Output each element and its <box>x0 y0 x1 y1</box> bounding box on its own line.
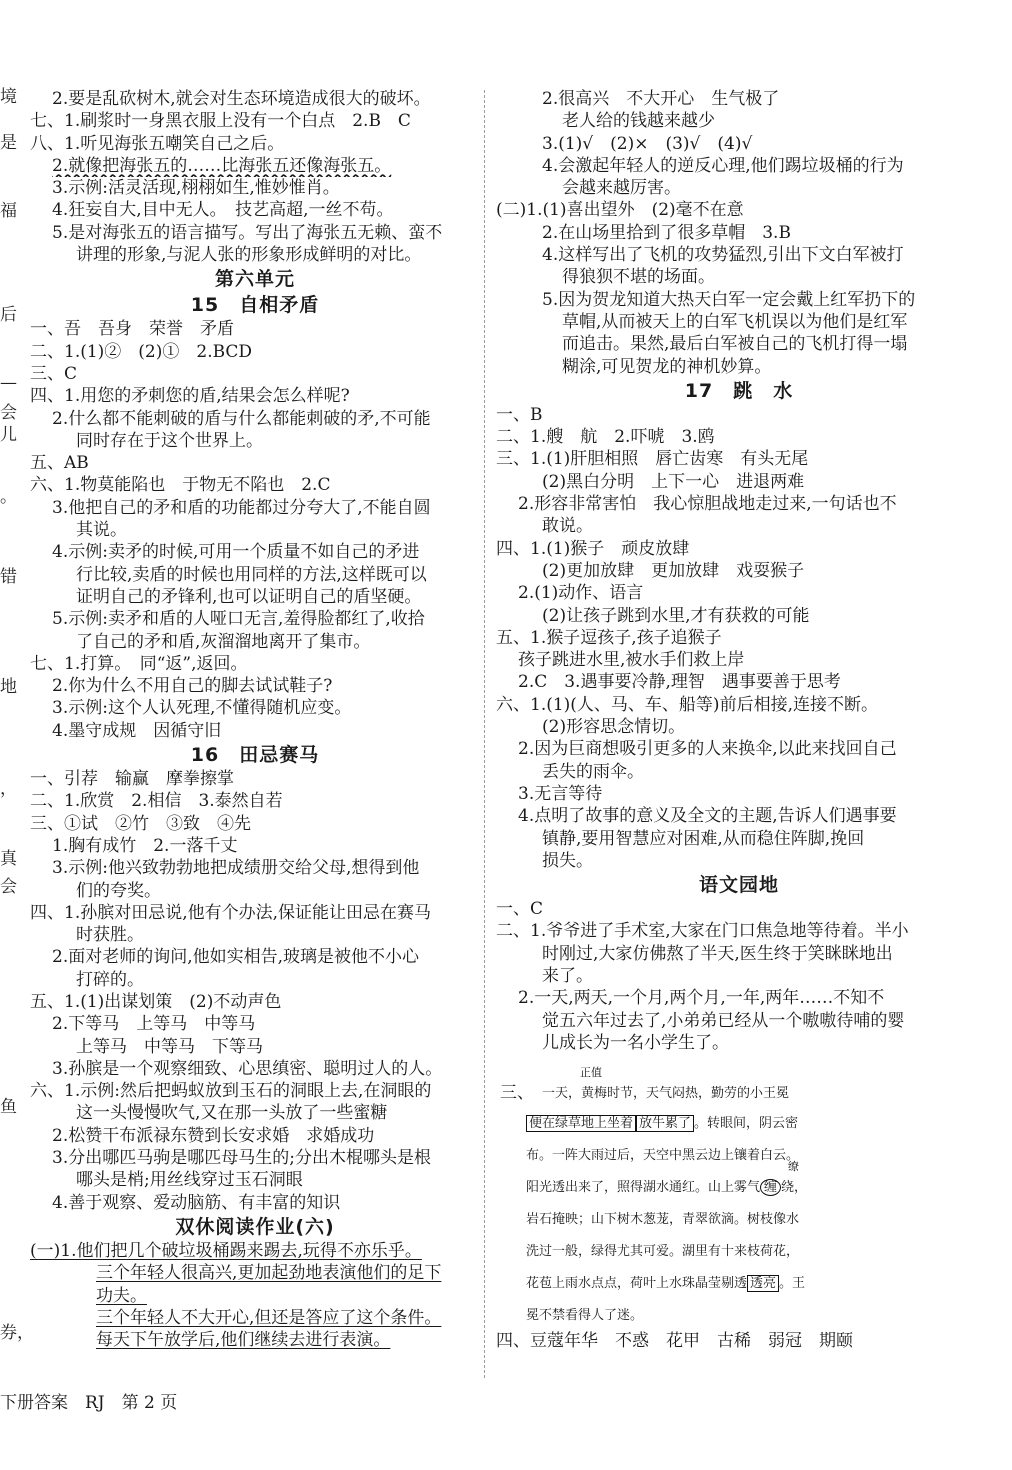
answer-line: 2.C 3.遇事要冷静,理智 遇事要善于思考 <box>518 672 841 693</box>
boxed-phrase-3: 透亮 <box>747 1275 779 1292</box>
answer-line: 时刚过,大家仿佛熬了半天,医生终于笑眯眯地出 <box>542 943 893 964</box>
answer-line: 4.墨守成规 因循守旧 <box>52 720 222 741</box>
answer-line: 儿成长为一名小学生了。 <box>542 1032 729 1053</box>
answer-line: 六、1.物莫能陷也 于物无不陷也 2.C <box>30 475 331 496</box>
correction-line-5: 岩石掩映；山下树木葱茏，青翠欲滴。树枝像水 <box>526 1212 800 1228</box>
answer-line: 上等马 中等马 下等马 <box>76 1036 263 1057</box>
answer-line: 这一头慢慢吹气,又在那一头放了一些蜜糖 <box>76 1103 388 1124</box>
correction-line-1: 一天，黄梅时节，天气闷热，勤劳的小王冕 <box>542 1086 790 1102</box>
boxed-phrase-2: 放牛累了 <box>636 1115 694 1132</box>
right-column <box>496 88 982 1352</box>
answer-line: 2.很高兴 不大开心 生气极了 <box>542 89 780 109</box>
correction-line-7-a: 花苞上雨水点点，荷叶上水珠晶莹剔透 <box>526 1276 748 1292</box>
answer-line: 们的夸奖。 <box>76 880 161 901</box>
answer-line: 五、1.(1)出谋划策 (2)不动声色 <box>30 991 282 1012</box>
answer-line: 2.因为巨商想吸引更多的人来换伞,以此来找回自己 <box>518 739 897 760</box>
correction-line-2-rest: 。转眼间，阴云密 <box>694 1116 799 1132</box>
answer-line: (2)更加放肆 更加放肆 戏耍猴子 <box>542 560 805 581</box>
page-footer: 下册答案 RJ 第 2 页 <box>0 1393 178 1413</box>
answer-line: 3.无言等待 <box>518 783 603 804</box>
left-column <box>30 88 480 1351</box>
answer-line: 六、1.示例:然后把蚂蚁放到玉石的洞眼上去,在洞眼的 <box>30 1081 432 1102</box>
answer-line: 3.他把自己的矛和盾的功能都过分夸大了,不能自圆 <box>52 497 431 518</box>
answer-line: (2)黑白分明 上下一心 进退两难 <box>542 471 805 492</box>
correction-exercise <box>496 1064 982 1326</box>
answer-line: 会越来越厉害。 <box>562 178 681 199</box>
answer-line: 讲理的形象,与泥人张的形象形成鲜明的对比。 <box>76 245 422 266</box>
answer-line: 镇静,要用智慧应对困难,从而稳住阵脚,挽回 <box>542 828 865 849</box>
insert-mark-top: 正值 <box>580 1066 602 1080</box>
correction-line-7 <box>526 1272 805 1291</box>
edge-character: 错 <box>0 567 17 587</box>
answer-line: 觉五六年过去了,小弟弟已经从一个嗷嗷待哺的婴 <box>542 1010 905 1031</box>
answer-line: 而追击。果然,最后白军被自己的飞机打得一塌 <box>562 334 908 355</box>
answer-line: 2.松赞干布派禄东赞到长安求婚 求婚成功 <box>52 1125 375 1146</box>
answer-line: 时获胜。 <box>76 925 144 946</box>
answer-line: 二、1.(1)② (2)① 2.BCD <box>30 341 253 362</box>
answer-line: 八、1.听见海张五嘲笑自己之后。 <box>30 133 285 154</box>
answer-line: 其说。 <box>76 520 127 541</box>
edge-character: 儿 <box>0 425 17 445</box>
answer-line: 3.分出哪匹马驹是哪匹母马生的;分出木棍哪头是根 <box>52 1148 431 1169</box>
answer-line: 行比较,卖盾的时候也用同样的方法,这样既可以 <box>76 564 427 585</box>
answer-line: 丢失的雨伞。 <box>542 761 644 782</box>
edge-character: 会 <box>0 403 17 423</box>
answer-line: 五、AB <box>30 453 89 474</box>
answer-line: 二、1.爷爷进了手术室,大家在门口焦急地等待着。半小 <box>496 921 909 942</box>
edge-character: 是 <box>0 133 17 153</box>
answer-line: 一、B <box>496 404 543 425</box>
edge-character: — <box>0 373 17 393</box>
answer-line: 一、吾 吾身 荣誉 矛盾 <box>30 319 234 340</box>
answer-line: 3.(1)√ (2)× (3)√ (4)√ <box>542 133 753 154</box>
answer-line: 1.胸有成竹 2.一落千丈 <box>52 835 238 856</box>
section-heading: 语文园地 <box>698 874 779 897</box>
edge-character: 真 <box>0 849 17 869</box>
answer-line: 2.在山场里拾到了很多草帽 3.B <box>542 222 791 243</box>
answer-line: 2.下等马 上等马 中等马 <box>52 1014 256 1035</box>
answer-line: 2.面对老师的询问,他如实相告,玻璃是被他不小心 <box>52 947 420 968</box>
answer-line: 三、1.(1)肝胆相照 唇亡齿寒 有头无尾 <box>496 449 809 470</box>
answer-line: 2.一天,两天,一个月,两个月,一年,两年……不知不 <box>518 988 885 1009</box>
answer-line: 功夫。 <box>96 1285 147 1306</box>
answer-line: (2)让孩子跳到水里,才有获救的可能 <box>542 605 810 626</box>
correction-line-6: 洗过一般，绿得尤其可爱。湖里有十来枝荷花， <box>526 1244 800 1260</box>
section-heading: 第六单元 <box>214 268 295 291</box>
answer-line: 四、1.(1)猴子 顽皮放肆 <box>496 538 690 559</box>
answer-line: 4.点明了故事的意义及全文的主题,告诉人们遇事要 <box>518 806 897 827</box>
right-column-lines <box>496 88 982 1054</box>
circled-character: 缠 <box>760 1179 781 1196</box>
answer-line: 三、①试 ②竹 ③致 ④先 <box>30 813 251 834</box>
answer-line: 5.示例:卖矛和盾的人哑口无言,羞得脸都红了,收拾 <box>52 609 425 630</box>
edge-character: 境 <box>0 87 17 107</box>
answer-line: 4.会激起年轻人的逆反心理,他们踢垃圾桶的行为 <box>542 155 904 176</box>
edge-character: 鱼 <box>0 1097 17 1117</box>
edge-character: ， <box>0 779 17 799</box>
answer-line: 4.这样写出了飞机的攻势猛烈,引出下文白军被打 <box>542 245 904 266</box>
correction-line-4-a: 阳光透出来了，照得湖水通红。山上雾气 <box>526 1180 761 1196</box>
edge-character: 券， <box>0 1323 34 1343</box>
answer-line: 四、1.孙膑对田忌说,他有个办法,保证能让田忌在赛马 <box>30 902 432 923</box>
answer-line: 老人给的钱越来越少 <box>562 111 715 132</box>
answer-line: 七、1.打算。 同“返”,返回。 <box>30 653 248 674</box>
answer-line: (一)1.他们把几个破垃圾桶踢来踢去,玩得不亦乐乎。 <box>30 1240 422 1261</box>
answer-line: 一、C <box>496 899 544 920</box>
correction-line-7-b: 。王 <box>779 1276 806 1292</box>
answer-line: 2.要是乱砍树木,就会对生态环境造成很大的破坏。 <box>52 89 431 109</box>
answer-line: 3.示例:他兴致勃勃地把成绩册交给父母,想得到他 <box>52 858 420 879</box>
answer-line: (二)1.(1)喜出望外 (2)毫不在意 <box>496 200 744 221</box>
correction-number: 三、 <box>500 1083 534 1104</box>
answer-line: 5.是对海张五的语言描写。写出了海张五无赖、蛮不 <box>52 222 443 243</box>
section-heading: 15 自相矛盾 <box>190 294 320 317</box>
answer-line: 得狼狈不堪的场面。 <box>562 267 715 288</box>
answer-line: 3.孙膑是一个观察细致、心思缜密、聪明过人的人。 <box>52 1058 443 1079</box>
answer-line: 六、1.(1)(人、马、车、船等)前后相接,连接不断。 <box>496 694 878 715</box>
answer-line: 二、1.艘 航 2.吓唬 3.鸥 <box>496 427 715 448</box>
answer-line: 四、1.用您的矛刺您的盾,结果会怎么样呢? <box>30 386 350 407</box>
answer-line: 3.示例:这个人认死理,不懂得随机应变。 <box>52 698 352 719</box>
answer-line: 三个年轻人不大开心,但还是答应了这个条件。 <box>96 1307 442 1328</box>
answer-line: 2.什么都不能刺破的盾与什么都能刺破的矛,不可能 <box>52 408 431 429</box>
answer-line: 敢说。 <box>542 516 593 537</box>
answer-line: 孩子跳进水里,被水手们救上岸 <box>518 650 745 671</box>
left-edge-text <box>0 87 34 1378</box>
answer-line: 3.示例:活灵活现,栩栩如生,惟妙惟肖。 <box>52 178 340 199</box>
answer-line: 4.示例:卖矛的时候,可用一个质量不如自己的矛进 <box>52 542 420 563</box>
answer-line: 打碎的。 <box>76 969 144 990</box>
correction-line-3: 布。一阵大雨过后，天空中黑云边上镶着白云。 <box>526 1148 800 1164</box>
answer-line: 五、1.猴子逗孩子,孩子追猴子 <box>496 627 722 648</box>
answer-line: 4.善于观察、爱动脑筋、有丰富的知识 <box>52 1192 341 1213</box>
section-heading: 双休阅读作业(六) <box>175 1215 335 1238</box>
answer-line: 二、1.欣赏 2.相信 3.泰然自若 <box>30 791 283 812</box>
answer-line: 2.你为什么不用自己的脚去试试鞋子? <box>52 676 333 697</box>
correction-line-4-b: 绕， <box>781 1180 808 1196</box>
insert-mark-middle: 缭 <box>788 1160 799 1174</box>
answer-line: 糊涂,可见贺龙的神机妙算。 <box>562 356 772 377</box>
answer-line: 5.因为贺龙知道大热天白军一定会戴上红军扔下的 <box>542 289 916 310</box>
answer-line: 证明自己的矛锋利,也可以证明自己的盾坚硬。 <box>76 586 422 607</box>
edge-character: 后 <box>0 305 17 325</box>
last-answer-line: 四、豆蔻年华 不惑 花甲 古稀 弱冠 期颐 <box>496 1331 853 1352</box>
answer-line: 七、1.刷浆时一身黑衣服上没有一个白点 2.B C <box>30 111 411 132</box>
answer-line: 了自己的矛和盾,灰溜溜地离开了集市。 <box>76 631 371 652</box>
column-divider <box>484 90 485 1378</box>
edge-character: 。 <box>0 487 17 507</box>
edge-character: 会 <box>0 877 17 897</box>
boxed-phrase-1: 便在绿草地上坐着 <box>526 1115 636 1132</box>
answer-line: (2)形容思念情切。 <box>542 717 686 738</box>
answer-line: 损失。 <box>542 850 593 871</box>
section-heading: 17 跳 水 <box>684 379 794 402</box>
edge-character: 福 <box>0 201 17 221</box>
section-heading: 16 田忌赛马 <box>190 744 320 767</box>
correction-line-2 <box>526 1112 798 1131</box>
answer-line: 三、C <box>30 363 78 384</box>
answer-line: 草帽,从而被天上的白军飞机误以为他们是红军 <box>562 311 908 332</box>
answer-line: 三个年轻人很高兴,更加起劲地表演他们的足下 <box>96 1263 442 1284</box>
edge-character: 地 <box>0 677 17 697</box>
answer-line: 2.(1)动作、语言 <box>518 583 644 604</box>
answer-line: 每天下午放学后,他们继续去进行表演。 <box>96 1330 391 1351</box>
correction-line-8: 冕不禁看得人了迷。 <box>526 1308 644 1324</box>
answer-line: 2.形容非常害怕 我心惊胆战地走过来,一句话也不 <box>518 494 897 515</box>
correction-line-4 <box>526 1176 807 1195</box>
answer-line: 同时存在于这个世界上。 <box>76 430 263 451</box>
answer-line: 一、引荐 输赢 摩拳擦掌 <box>30 769 234 790</box>
answer-line: 来了。 <box>542 965 593 986</box>
answer-line: 哪头是梢;用丝线穿过玉石洞眼 <box>76 1170 303 1191</box>
answer-line: 2.就像把海张五的……比海张五还像海张五。 <box>52 155 392 176</box>
answer-line: 4.狂妄自大,目中无人。 技艺高超,一丝不苟。 <box>52 200 394 221</box>
